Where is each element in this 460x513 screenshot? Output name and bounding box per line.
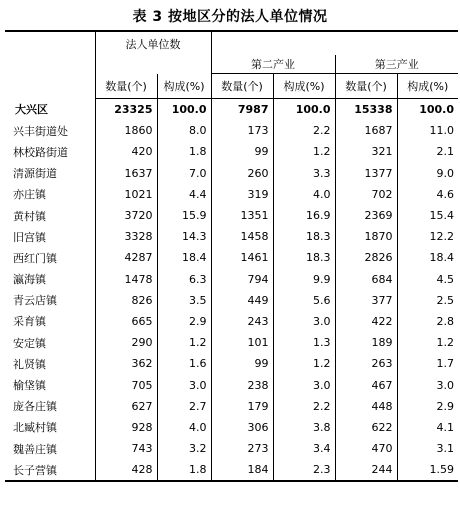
row-name: 北臧村镇 bbox=[13, 421, 57, 435]
table-row bbox=[5, 205, 458, 226]
cell-count-total: 1021 bbox=[95, 184, 157, 205]
table-row bbox=[5, 353, 458, 374]
table-row-total bbox=[5, 99, 458, 121]
row-name: 庞各庄镇 bbox=[13, 400, 57, 414]
table-row bbox=[5, 396, 458, 417]
cell-share-total: 7.0 bbox=[157, 163, 211, 184]
cell-count-secondary: 179 bbox=[211, 396, 273, 417]
cell-share-secondary: 2.2 bbox=[273, 396, 335, 417]
cell-count-secondary: 260 bbox=[211, 163, 273, 184]
cell-count-total: 23325 bbox=[95, 99, 157, 121]
cell-count-tertiary: 15338 bbox=[335, 99, 397, 121]
table-row bbox=[5, 247, 458, 268]
cell-share-secondary: 1.2 bbox=[273, 141, 335, 162]
cell-count-secondary: 1461 bbox=[211, 247, 273, 268]
cell-share-secondary: 18.3 bbox=[273, 247, 335, 268]
cell-count-secondary: 1351 bbox=[211, 205, 273, 226]
table-row bbox=[5, 332, 458, 353]
cell-count-tertiary: 422 bbox=[335, 311, 397, 332]
cell-count-tertiary: 684 bbox=[335, 269, 397, 290]
header-count-tertiary: 数量(个) bbox=[335, 74, 397, 99]
row-name: 安定镇 bbox=[13, 336, 46, 350]
cell-share-tertiary: 1.7 bbox=[397, 353, 458, 374]
cell-count-secondary: 273 bbox=[211, 438, 273, 459]
cell-share-total: 1.8 bbox=[157, 141, 211, 162]
cell-share-secondary: 3.0 bbox=[273, 311, 335, 332]
cell-share-secondary: 1.2 bbox=[273, 353, 335, 374]
cell-count-total: 290 bbox=[95, 332, 157, 353]
table-row bbox=[5, 438, 458, 459]
cell-count-tertiary: 1377 bbox=[335, 163, 397, 184]
row-name: 榆垡镇 bbox=[13, 379, 46, 393]
cell-share-total: 3.2 bbox=[157, 438, 211, 459]
cell-count-tertiary: 321 bbox=[335, 141, 397, 162]
cell-share-tertiary: 4.6 bbox=[397, 184, 458, 205]
row-name: 兴丰街道处 bbox=[13, 124, 68, 138]
cell-count-tertiary: 467 bbox=[335, 374, 397, 395]
row-name: 亦庄镇 bbox=[13, 188, 46, 202]
cell-count-total: 627 bbox=[95, 396, 157, 417]
cell-count-total: 826 bbox=[95, 290, 157, 311]
row-name: 青云店镇 bbox=[13, 294, 57, 308]
cell-share-total: 1.6 bbox=[157, 353, 211, 374]
cell-count-secondary: 243 bbox=[211, 311, 273, 332]
cell-count-tertiary: 263 bbox=[335, 353, 397, 374]
cell-count-secondary: 99 bbox=[211, 353, 273, 374]
cell-share-secondary: 3.8 bbox=[273, 417, 335, 438]
cell-share-secondary: 3.4 bbox=[273, 438, 335, 459]
cell-share-total: 3.5 bbox=[157, 290, 211, 311]
table-row bbox=[5, 374, 458, 395]
cell-count-secondary: 7987 bbox=[211, 99, 273, 121]
cell-share-tertiary: 4.1 bbox=[397, 417, 458, 438]
cell-count-tertiary: 702 bbox=[335, 184, 397, 205]
cell-share-total: 3.0 bbox=[157, 374, 211, 395]
cell-count-total: 928 bbox=[95, 417, 157, 438]
header-share-secondary: 构成(%) bbox=[273, 74, 335, 99]
header-group-tertiary: 第三产业 bbox=[335, 55, 458, 74]
cell-share-secondary: 100.0 bbox=[273, 99, 335, 121]
table-title: 表 3 按地区分的法人单位情况 bbox=[132, 9, 328, 25]
row-name: 礼贤镇 bbox=[13, 357, 46, 371]
cell-share-total: 8.0 bbox=[157, 120, 211, 141]
cell-count-total: 428 bbox=[95, 459, 157, 481]
cell-share-tertiary: 2.5 bbox=[397, 290, 458, 311]
cell-count-tertiary: 470 bbox=[335, 438, 397, 459]
cell-share-secondary: 3.0 bbox=[273, 374, 335, 395]
cell-count-secondary: 794 bbox=[211, 269, 273, 290]
table-row bbox=[5, 290, 458, 311]
table-row bbox=[5, 226, 458, 247]
cell-count-tertiary: 1870 bbox=[335, 226, 397, 247]
cell-count-tertiary: 2826 bbox=[335, 247, 397, 268]
cell-share-total: 15.9 bbox=[157, 205, 211, 226]
table-row bbox=[5, 311, 458, 332]
header-count-total: 数量(个) bbox=[95, 74, 157, 99]
cell-count-total: 743 bbox=[95, 438, 157, 459]
cell-count-total: 1637 bbox=[95, 163, 157, 184]
cell-count-total: 705 bbox=[95, 374, 157, 395]
cell-share-tertiary: 2.9 bbox=[397, 396, 458, 417]
cell-count-total: 4287 bbox=[95, 247, 157, 268]
cell-share-tertiary: 9.0 bbox=[397, 163, 458, 184]
cell-share-total: 18.4 bbox=[157, 247, 211, 268]
cell-share-tertiary: 11.0 bbox=[397, 120, 458, 141]
header-count-secondary: 数量(个) bbox=[211, 74, 273, 99]
table-row bbox=[5, 120, 458, 141]
cell-count-tertiary: 1687 bbox=[335, 120, 397, 141]
cell-count-secondary: 306 bbox=[211, 417, 273, 438]
cell-share-secondary: 3.3 bbox=[273, 163, 335, 184]
header-share-total: 构成(%) bbox=[157, 74, 211, 99]
row-name: 黄村镇 bbox=[13, 209, 46, 223]
row-name: 瀛海镇 bbox=[13, 273, 46, 287]
cell-count-secondary: 449 bbox=[211, 290, 273, 311]
cell-share-tertiary: 100.0 bbox=[397, 99, 458, 121]
cell-count-tertiary: 2369 bbox=[335, 205, 397, 226]
row-name: 魏善庄镇 bbox=[13, 442, 57, 456]
cell-share-total: 100.0 bbox=[157, 99, 211, 121]
cell-count-tertiary: 189 bbox=[335, 332, 397, 353]
cell-share-secondary: 2.3 bbox=[273, 459, 335, 481]
cell-count-secondary: 101 bbox=[211, 332, 273, 353]
cell-share-secondary: 1.3 bbox=[273, 332, 335, 353]
cell-share-tertiary: 2.1 bbox=[397, 141, 458, 162]
cell-share-total: 6.3 bbox=[157, 269, 211, 290]
cell-count-total: 665 bbox=[95, 311, 157, 332]
row-name: 清源街道 bbox=[13, 167, 57, 181]
cell-share-tertiary: 4.5 bbox=[397, 269, 458, 290]
cell-count-tertiary: 244 bbox=[335, 459, 397, 481]
cell-count-total: 3328 bbox=[95, 226, 157, 247]
cell-count-secondary: 99 bbox=[211, 141, 273, 162]
cell-share-total: 1.8 bbox=[157, 459, 211, 481]
cell-share-total: 4.0 bbox=[157, 417, 211, 438]
row-name: 西红门镇 bbox=[13, 251, 57, 265]
cell-share-total: 1.2 bbox=[157, 332, 211, 353]
cell-share-secondary: 16.9 bbox=[273, 205, 335, 226]
table-row bbox=[5, 417, 458, 438]
cell-count-secondary: 319 bbox=[211, 184, 273, 205]
table-row bbox=[5, 269, 458, 290]
cell-share-secondary: 4.0 bbox=[273, 184, 335, 205]
cell-share-secondary: 18.3 bbox=[273, 226, 335, 247]
cell-share-total: 4.4 bbox=[157, 184, 211, 205]
row-name: 大兴区 bbox=[15, 103, 48, 117]
cell-count-secondary: 238 bbox=[211, 374, 273, 395]
cell-share-tertiary: 1.59 bbox=[397, 459, 458, 481]
cell-share-tertiary: 12.2 bbox=[397, 226, 458, 247]
row-name: 采育镇 bbox=[13, 315, 46, 329]
cell-share-tertiary: 3.1 bbox=[397, 438, 458, 459]
table-row bbox=[5, 184, 458, 205]
cell-count-tertiary: 377 bbox=[335, 290, 397, 311]
row-name: 长子营镇 bbox=[5, 459, 95, 481]
cell-count-total: 362 bbox=[95, 353, 157, 374]
cell-share-secondary: 9.9 bbox=[273, 269, 335, 290]
row-name: 林校路街道 bbox=[13, 145, 68, 159]
header-spacer bbox=[211, 31, 458, 55]
cell-count-secondary: 1458 bbox=[211, 226, 273, 247]
cell-share-total: 2.7 bbox=[157, 396, 211, 417]
cell-share-secondary: 5.6 bbox=[273, 290, 335, 311]
header-group-total-spacer bbox=[95, 55, 211, 74]
cell-count-total: 3720 bbox=[95, 205, 157, 226]
cell-count-total: 1478 bbox=[95, 269, 157, 290]
cell-count-secondary: 173 bbox=[211, 120, 273, 141]
legal-entity-table bbox=[5, 30, 458, 482]
header-group-total: 法人单位数 bbox=[95, 31, 211, 55]
cell-share-tertiary: 2.8 bbox=[397, 311, 458, 332]
header-group-secondary: 第二产业 bbox=[211, 55, 335, 74]
table-row bbox=[5, 459, 458, 481]
cell-share-secondary: 2.2 bbox=[273, 120, 335, 141]
row-name: 旧宫镇 bbox=[13, 230, 46, 244]
header-share-tertiary: 构成(%) bbox=[397, 74, 458, 99]
cell-share-total: 14.3 bbox=[157, 226, 211, 247]
cell-share-tertiary: 15.4 bbox=[397, 205, 458, 226]
cell-share-tertiary: 18.4 bbox=[397, 247, 458, 268]
cell-share-tertiary: 1.2 bbox=[397, 332, 458, 353]
cell-count-total: 420 bbox=[95, 141, 157, 162]
cell-count-tertiary: 448 bbox=[335, 396, 397, 417]
corner-cell bbox=[5, 31, 95, 99]
table-row bbox=[5, 163, 458, 184]
cell-count-secondary: 184 bbox=[211, 459, 273, 481]
cell-count-total: 1860 bbox=[95, 120, 157, 141]
cell-share-total: 2.9 bbox=[157, 311, 211, 332]
cell-count-tertiary: 622 bbox=[335, 417, 397, 438]
table-row bbox=[5, 141, 458, 162]
cell-share-tertiary: 3.0 bbox=[397, 374, 458, 395]
